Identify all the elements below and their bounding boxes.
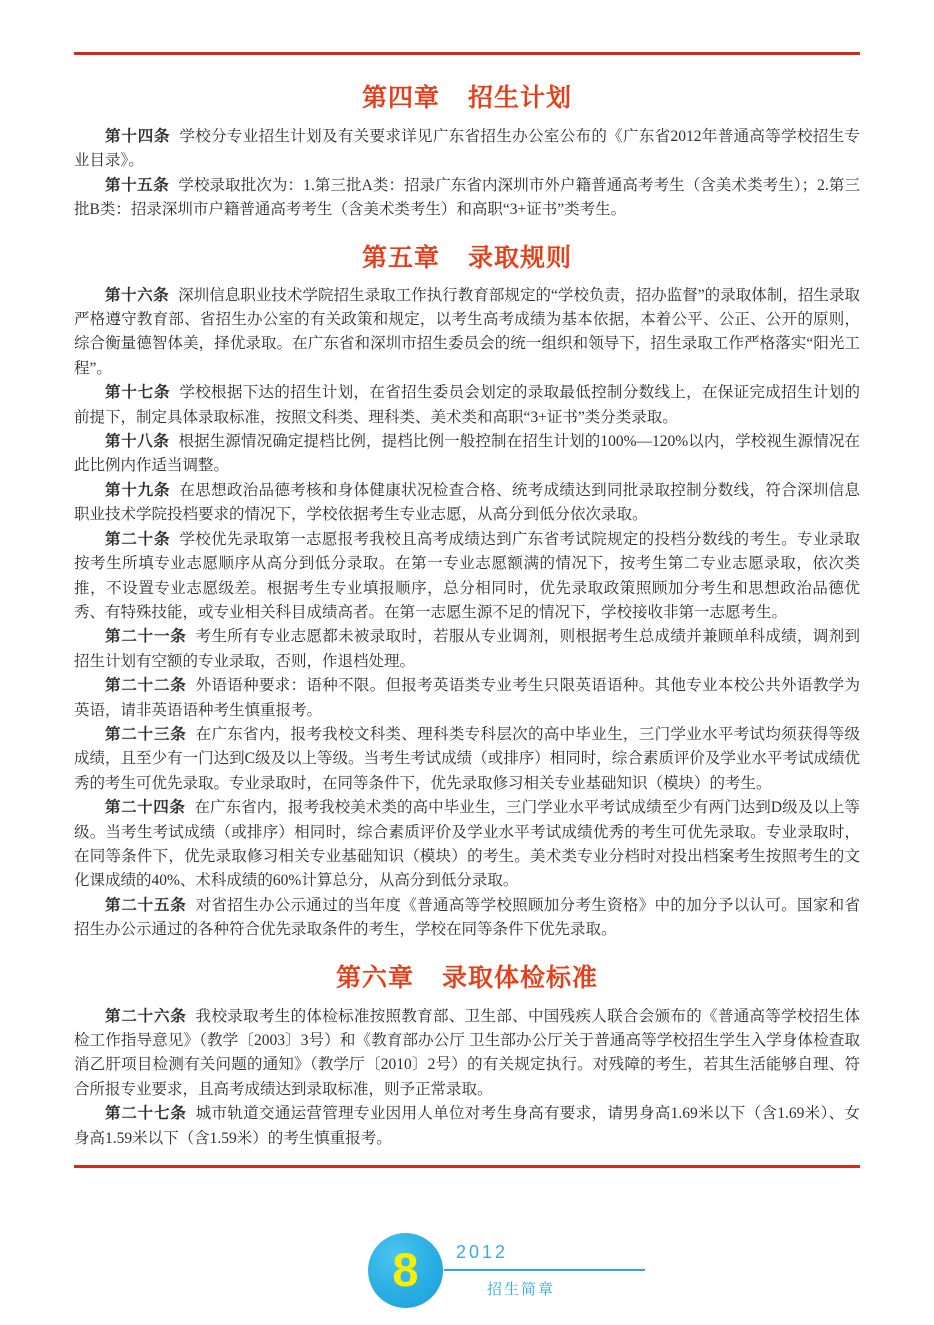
chapter-4-body (74, 125, 860, 223)
footer-divider-line (444, 1269, 645, 1271)
article-24-text: 在广东省内，报考我校美术类的高中毕业生，三门学业水平考试成绩至少有两门达到D级及以上等级。当考生考试成绩（或排序）相同时，综合素质评价及学业水平考试成绩优秀的考生可优先录取。专业录取时，在同等条件下，优先录取修习相关专业基础知识（模块）的考生。美术类专业分档时对投出档案考生按照考生的文化课成绩的40%、术科成绩的60%计算总分，从高分到低分录取。 (74, 799, 860, 890)
chapter-4-number: 第四章 (361, 84, 440, 112)
article-20-number: 第二十条 (105, 530, 171, 548)
article-18-number: 第十八条 (105, 433, 170, 451)
article-20-text: 学校优先录取第一志愿报考我校且高考成绩达到广东省考试院规定的投档分数线的考生。专业录取按考生所填专业志愿顺序从高分到低分录取。在第一专业志愿额满的情况下，按考生第二专业志愿录取，依次类推，不设置专业志愿级差。根据考生专业填报顺序，总分相同时，优先录取政策照顾加分考生和思想政治品德优秀、有特殊技能，或专业相关科目成绩高者。在第一志愿生源不足的情况下，学校接收非第一志愿考生。 (74, 530, 860, 621)
article-16-number: 第十六条 (105, 286, 170, 304)
bottom-rule (74, 1165, 860, 1168)
chapter-5-title: 录取规则 (468, 243, 573, 272)
article-25-number: 第二十五条 (105, 896, 187, 914)
article-22-text: 外语语种要求：语种不限。但报考英语类专业考生只限英语语种。其他专业本校公共外语教学为英语，请非英语语种考生慎重报考。 (74, 677, 860, 719)
footer-year: 2012 (456, 1242, 509, 1262)
article-26-text: 我校录取考生的体检标准按照教育部、卫生部、中国残疾人联合会颁布的《普通高等学校招生体检工作指导意见》（教学〔2003〕3号）和《教育部办公厅 卫生部办公厅关于普通高等学校招生学生入学身体检查取消乙肝项目检测有关问题的通知》（教学厅〔2010〕2号）的有关规定执行。对残障的考生，若其生活能够自理、符合所报专业要求，且高考成绩达到录取标准，则予正常录取。 (74, 1007, 860, 1098)
article-25-text: 对省招生办公示通过的当年度《普通高等学校照顾加分考生资格》中的加分予以认可。国家和省招生办公示通过的各种符合优先录取条件的考生，学校在同等条件下优先录取。 (74, 896, 860, 939)
chapter-6-number: 第六章 (335, 963, 414, 992)
article-20 (74, 528, 860, 626)
article-24-number: 第二十四条 (105, 799, 186, 817)
chapter-5-number: 第五章 (361, 243, 440, 272)
article-16 (74, 284, 860, 382)
page-number-badge (368, 1233, 443, 1308)
article-17-text: 学校根据下达的招生计划，在省招生委员会划定的录取最低控制分数线上，在保证完成招生计划的前提下，制定具体录取标准，按照文科类、理科类、美术类和高职“3+证书”类分类录取。 (74, 384, 860, 426)
article-22 (74, 674, 860, 723)
article-24 (74, 796, 860, 894)
article-27-text: 城市轨道交通运营管理专业因用人单位对考生身高有要求，请男身高1.69米以下（含1.69米）、女身高1.59米以下（含1.59米）的考生慎重报考。 (74, 1105, 860, 1147)
top-rule (74, 52, 860, 55)
chapter-6-heading (0, 963, 934, 993)
article-23-number: 第二十三条 (105, 725, 187, 743)
article-19-text: 在思想政治品德考核和身体健康状况检查合格、统考成绩达到同批录取控制分数线，符合深圳信息职业技术学院投档要求的情况下，学校依据考生专业志愿，从高分到低分依次录取。 (74, 481, 860, 524)
article-18 (74, 430, 860, 479)
page-number: 8 (392, 1242, 419, 1296)
article-26 (74, 1005, 860, 1103)
article-21 (74, 625, 860, 674)
article-21-text: 考生所有专业志愿都未被录取时，若服从专业调剂，则根据考生总成绩并兼顾单科成绩，调剂到招生计划有空额的专业录取，否则，作退档处理。 (74, 628, 860, 670)
chapter-6-body (74, 1005, 860, 1151)
chapter-5-body (74, 284, 860, 943)
article-14-text: 学校分专业招生计划及有关要求详见广东省招生办公室公布的《广东省2012年普通高等学校招生专业目录》。 (74, 128, 860, 170)
article-21-number: 第二十一条 (105, 628, 187, 646)
article-19 (74, 479, 860, 528)
chapter-4-heading (0, 83, 934, 113)
chapter-5-heading (0, 243, 934, 273)
footer-booklet-title: 招生简章 (487, 1281, 556, 1298)
article-22-number: 第二十二条 (105, 677, 187, 695)
article-25 (74, 894, 860, 943)
article-23-text: 在广东省内，报考我校文科类、理科类专科层次的高中毕业生，三门学业水平考试均须获得等级成绩，且至少有一门达到C级及以上等级。当考生考试成绩（或排序）相同时，综合素质评价及学业水平考试成绩优秀的考生可优先录取。专业录取时，在同等条件下，优先录取修习相关专业基础知识（模块）的考生。 (74, 725, 860, 792)
article-18-text: 根据生源情况确定提档比例，提档比例一般控制在招生计划的100%—120%以内，学校视生源情况在此比例内作适当调整。 (74, 433, 860, 475)
article-27-number: 第二十七条 (105, 1105, 187, 1123)
article-14-number: 第十四条 (105, 128, 171, 145)
article-15-text: 学校录取批次为：1.第三批A类：招录广东省内深圳市外户籍普通高考考生（含美术类考生）；2.第三批B类：招录深圳市户籍普通高考考生（含美术类考生）和高职“3+证书”类考生。 (74, 176, 860, 219)
article-26-number: 第二十六条 (105, 1007, 187, 1025)
chapter-4-title: 招生计划 (468, 84, 573, 112)
article-19-number: 第十九条 (105, 481, 171, 499)
article-17-number: 第十七条 (105, 384, 171, 402)
article-14 (74, 125, 860, 174)
article-15 (74, 174, 860, 223)
article-16-text: 深圳信息职业技术学院招生录取工作执行教育部规定的“学校负责，招办监督”的录取体制，招生录取严格遵守教育部、省招生办公室的有关政策和规定，以考生高考成绩为基本依据，本着公平、公正、公开的原则，综合衡量德智体美，择优录取。在广东省和深圳市招生委员会的统一组织和领导下，招生录取工作严格落实“阳光工程”。 (74, 286, 860, 377)
article-15-number: 第十五条 (105, 176, 170, 194)
article-17 (74, 381, 860, 430)
article-27 (74, 1102, 860, 1151)
chapter-6-title: 录取体检标准 (442, 963, 599, 992)
article-23 (74, 723, 860, 796)
